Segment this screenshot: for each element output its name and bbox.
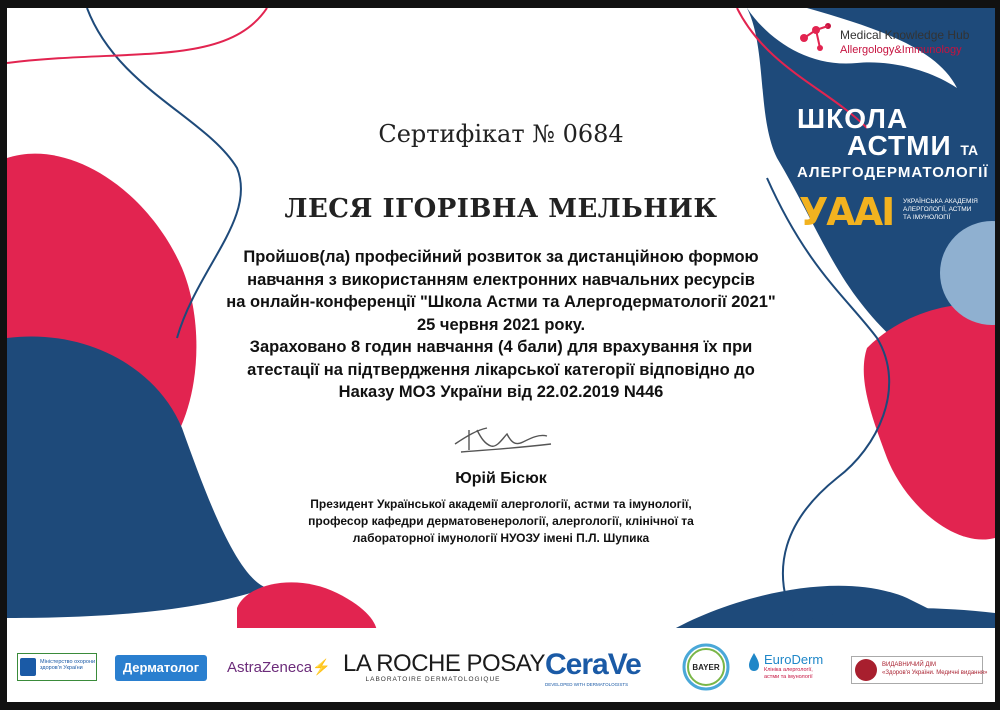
- zdorovya-emblem-icon: [855, 659, 877, 681]
- mkh-subtitle: Allergology&Immunology: [840, 44, 962, 56]
- sponsors-strip: [7, 636, 995, 702]
- astrazeneca-logo: [227, 658, 331, 676]
- body-line: навчання з використанням електронних навчальних ресурсів: [247, 270, 755, 289]
- ministry-logo: [17, 653, 97, 681]
- zdorovya-ukrainy-logo: [851, 656, 988, 684]
- sponsor-divider: [7, 628, 995, 636]
- signer-title-line: Президент Української академії алергології, астми та імунології,: [310, 497, 692, 511]
- top-outline-curve: [7, 8, 267, 63]
- signature: [447, 416, 557, 464]
- cerave-subtitle: DEVELOPED WITH DERMATOLOGISTS: [545, 682, 629, 687]
- lrp-subtitle: LABORATOIRE DERMATOLOGIQUE: [365, 676, 501, 683]
- uaaai-wordmark: УААІ: [799, 190, 894, 234]
- molecule-icon: [794, 18, 838, 62]
- signer-title-line: лабораторної імунології НУОЗУ імені П.Л. Шупика: [352, 531, 650, 545]
- zdorovya-text-line: ВИДАВНИЧИЙ ДІМ: [882, 662, 937, 668]
- cerave-logo: [545, 648, 645, 688]
- euroderm-logo: [748, 652, 828, 692]
- dermatolog-logo: Дерматолог: [115, 655, 207, 681]
- la-roche-posay-logo: [343, 650, 545, 683]
- school-line-2-suffix: ТА: [960, 142, 979, 158]
- right-crimson-shape: [864, 304, 995, 539]
- euroderm-subtitle-2: астми та імунології: [764, 674, 813, 680]
- bayer-text: BAYER: [692, 663, 720, 672]
- certificate-title: Сертифікат № 0684: [378, 120, 624, 148]
- certificate: [7, 8, 995, 702]
- astrazeneca-text: AstraZeneca: [227, 659, 313, 676]
- medical-knowledge-hub-logo: [794, 14, 994, 64]
- euroderm-subtitle-1: Клініка алергології,: [764, 667, 813, 673]
- bayer-logo: [681, 642, 731, 692]
- school-line-2-main: АСТМИ: [847, 130, 952, 161]
- uaaai-desc-line-2: АЛЕРГОЛОГІЇ, АСТМИ: [903, 206, 972, 213]
- body-line: Пройшов(ла) професійний розвиток за дистанційною формою: [243, 248, 759, 266]
- astrazeneca-symbol-icon: ⚡: [312, 659, 331, 676]
- recipient-name: ЛЕСЯ ІГОРІВНА МЕЛЬНИК: [284, 194, 718, 224]
- body-line: Зараховано 8 годин навчання (4 бали) для врахування їх при: [249, 338, 753, 356]
- signer-title: [267, 496, 735, 547]
- school-line-3: АЛЕРГОДЕРМАТОЛОГІЇ: [797, 164, 989, 181]
- ministry-text: [40, 659, 95, 671]
- uaaai-desc-line-1: УКРАЇНСЬКА АКАДЕМІЯ: [903, 198, 978, 205]
- bottom-crimson-shape: [237, 582, 377, 633]
- school-line-1: ШКОЛА: [797, 103, 909, 134]
- body-line: 25 червня 2021 року.: [416, 315, 586, 334]
- ministry-text-line: Міністерство охорони: [40, 659, 96, 665]
- euroderm-wordmark: EuroDerm: [764, 652, 824, 667]
- signer-name: Юрій Бісюк: [455, 470, 547, 487]
- lrp-wordmark: LA ROCHE POSAY: [343, 650, 545, 677]
- certificate-body: [177, 246, 825, 404]
- body-line: на онлайн-конференції "Школа Астми та Алергодерматології 2021": [226, 293, 776, 311]
- ministry-text-line: здоров'я України: [40, 665, 83, 671]
- zdorovya-text: [882, 661, 987, 677]
- trident-icon: [20, 658, 36, 676]
- uaaai-desc-line-3: ТА ІМУНОЛОГІЇ: [903, 214, 951, 221]
- drop-icon: [748, 652, 760, 672]
- signer-title-line: професор кафедри дерматовенерології, алергології, клінічної та: [308, 514, 694, 528]
- body-line: атестації на підтвердження лікарської категорії відповідно до: [247, 360, 755, 379]
- body-line: Наказу МОЗ України від 22.02.2019 N446: [338, 383, 664, 401]
- cerave-wordmark: CeraVe: [545, 648, 641, 681]
- mkh-title: Medical Knowledge Hub: [840, 28, 970, 42]
- zdorovya-text-line: «Здоров'я України. Медичні видання»: [882, 670, 988, 676]
